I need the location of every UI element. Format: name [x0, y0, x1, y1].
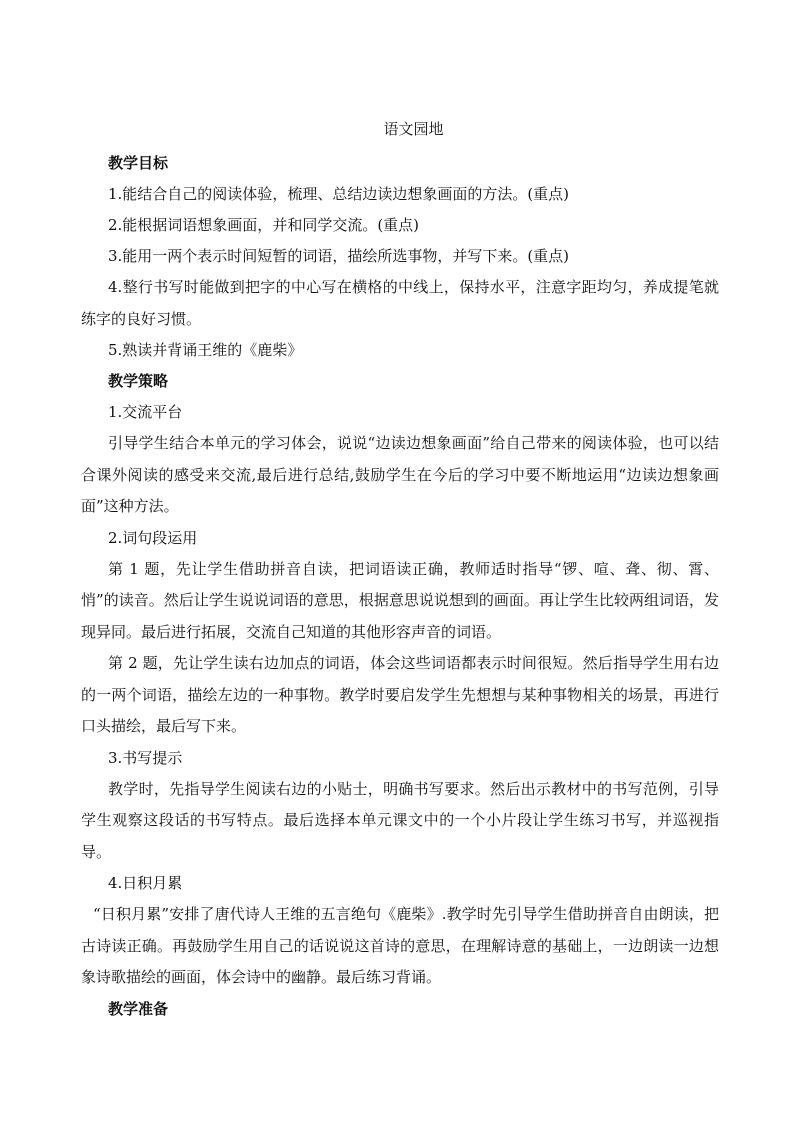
page-title: 语文园地: [383, 120, 444, 138]
section-4-heading: 4.日积月累: [108, 874, 183, 892]
goal-item-3: 3.能用一两个表示时间短暂的词语，描绘所选事物，并写下来。(重点): [108, 247, 570, 265]
strategy-heading: 教学策略: [108, 372, 169, 390]
section-3-text: 教学时，先指导学生阅读右边的小贴士，明确书写要求。然后出示教材中的书写范例，引导学生观察这段话的书写特点。最后选择本单元课文中的一个小片段让学生练习书写，并巡视指导。: [81, 779, 719, 861]
section-2-text-1: 第 1 题，先让学生借助拼音自读，把词语读正确，教师适时指导“锣、喧、聋、彻、霄、悄”的读音。然后让学生说说词语的意思，根据意思说说想到的画面。再让学生比较两组词语，发现异同。最后进行拓展，交流自己知道的其他形容声音的词语。: [81, 559, 719, 641]
prep-heading: 教学准备: [108, 999, 169, 1018]
goal-item-4: 4.整行书写时能做到把字的中心写在横格的中线上，保持水平，注意字距均匀，养成提笔就练字的良好习惯。: [81, 278, 719, 328]
section-1-heading: 1.交流平台: [108, 403, 183, 421]
section-2-heading: 2.词句段运用: [108, 528, 198, 547]
section-2-text-2: 第 2 题，先让学生读右边加点的词语，体会这些词语都表示时间很短。然后指导学生用右边的一两个词语，描绘左边的一种事物。教学时要启发学生先想想与某种事物相关的场景，再进行口头描绘，最后写下来。: [81, 654, 719, 735]
section-4-text: “日积月累”安排了唐代诗人王维的五言绝句《鹿柴》.教学时先引导学生借助拼音自由朗读，把古诗读正确。再鼓励学生用自己的话说说这首诗的意思，在理解诗意的基础上，一边朗读一边想象诗歌描绘的画面，体会诗中的幽静。最后练习背诵。: [81, 905, 719, 986]
section-1-text: 引导学生结合本单元的学习体会，说说“边读边想象画面”给自己带来的阅读体验，也可以结合课外阅读的感受来交流,最后进行总结,鼓励学生在今后的学习中要不断地运用“边读边想象画面”这种方法。: [81, 434, 719, 515]
goal-item-5: 5.熟读并背诵王维的《鹿柴》: [108, 341, 303, 359]
goal-item-1: 1.能结合自己的阅读体验，梳理、总结边读边想象画面的方法。(重点): [108, 185, 570, 203]
section-3-heading: 3.书写提示: [108, 748, 183, 767]
goal-item-2: 2.能根据词语想象画面，并和同学交流。(重点): [108, 216, 420, 234]
goals-heading: 教学目标: [108, 154, 169, 172]
